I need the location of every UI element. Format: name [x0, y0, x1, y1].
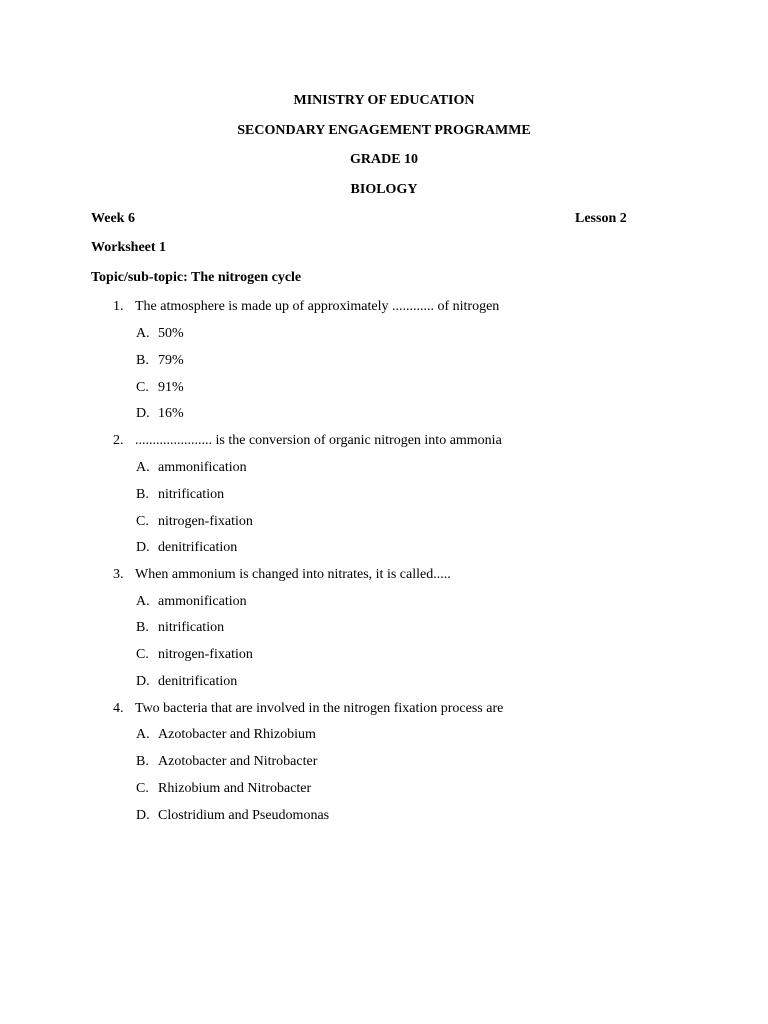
- question-number: 3.: [113, 567, 124, 582]
- ministry-title: MINISTRY OF EDUCATION: [293, 93, 475, 108]
- option-letter: A.: [136, 460, 150, 475]
- option-text: denitrification: [158, 540, 238, 555]
- option-letter: C.: [136, 781, 149, 796]
- grade-title: GRADE 10: [349, 152, 419, 167]
- worksheet-label: Worksheet 1: [91, 240, 167, 255]
- option-letter: A.: [136, 727, 150, 742]
- option-text: 91%: [158, 380, 184, 395]
- option-letter: C.: [136, 514, 149, 529]
- option-letter: D.: [136, 674, 150, 689]
- option-text: 50%: [158, 326, 184, 341]
- option-text: ammonification: [158, 460, 247, 475]
- option-letter: D.: [136, 406, 150, 421]
- option-letter: B.: [136, 487, 149, 502]
- question-text: The atmosphere is made up of approximately ............ of nitrogen: [135, 299, 500, 314]
- option-text: Rhizobium and Nitrobacter: [158, 781, 312, 796]
- option-text: nitrogen-fixation: [158, 514, 253, 529]
- option-letter: C.: [136, 380, 149, 395]
- option-letter: A.: [136, 326, 150, 341]
- option-letter: B.: [136, 353, 149, 368]
- option-text: Azotobacter and Rhizobium: [158, 727, 316, 742]
- programme-title: SECONDARY ENGAGEMENT PROGRAMME: [237, 123, 531, 138]
- option-letter: B.: [136, 754, 149, 769]
- option-text: denitrification: [158, 674, 238, 689]
- option-text: 16%: [158, 406, 184, 421]
- option-text: Clostridium and Pseudomonas: [158, 808, 330, 823]
- question-text: ...................... is the conversion of organic nitrogen into ammonia: [135, 433, 502, 448]
- option-text: nitrification: [158, 487, 225, 502]
- option-letter: C.: [136, 647, 149, 662]
- question-number: 1.: [113, 299, 124, 314]
- week-label: Week 6: [91, 211, 135, 226]
- question-number: 4.: [113, 701, 124, 716]
- lesson-label: Lesson 2: [575, 211, 627, 226]
- option-letter: A.: [136, 594, 150, 609]
- option-letter: D.: [136, 540, 150, 555]
- question-number: 2.: [113, 433, 124, 448]
- option-letter: B.: [136, 620, 149, 635]
- option-text: Azotobacter and Nitrobacter: [158, 754, 318, 769]
- option-text: nitrification: [158, 620, 225, 635]
- option-text: 79%: [158, 353, 184, 368]
- subject-title: BIOLOGY: [350, 182, 418, 197]
- question-text: Two bacteria that are involved in the nitrogen fixation process are: [135, 701, 504, 716]
- question-text: When ammonium is changed into nitrates, it is called.....: [135, 567, 451, 582]
- topic-label: Topic/sub-topic: The nitrogen cycle: [91, 270, 302, 285]
- option-text: nitrogen-fixation: [158, 647, 253, 662]
- option-text: ammonification: [158, 594, 247, 609]
- option-letter: D.: [136, 808, 150, 823]
